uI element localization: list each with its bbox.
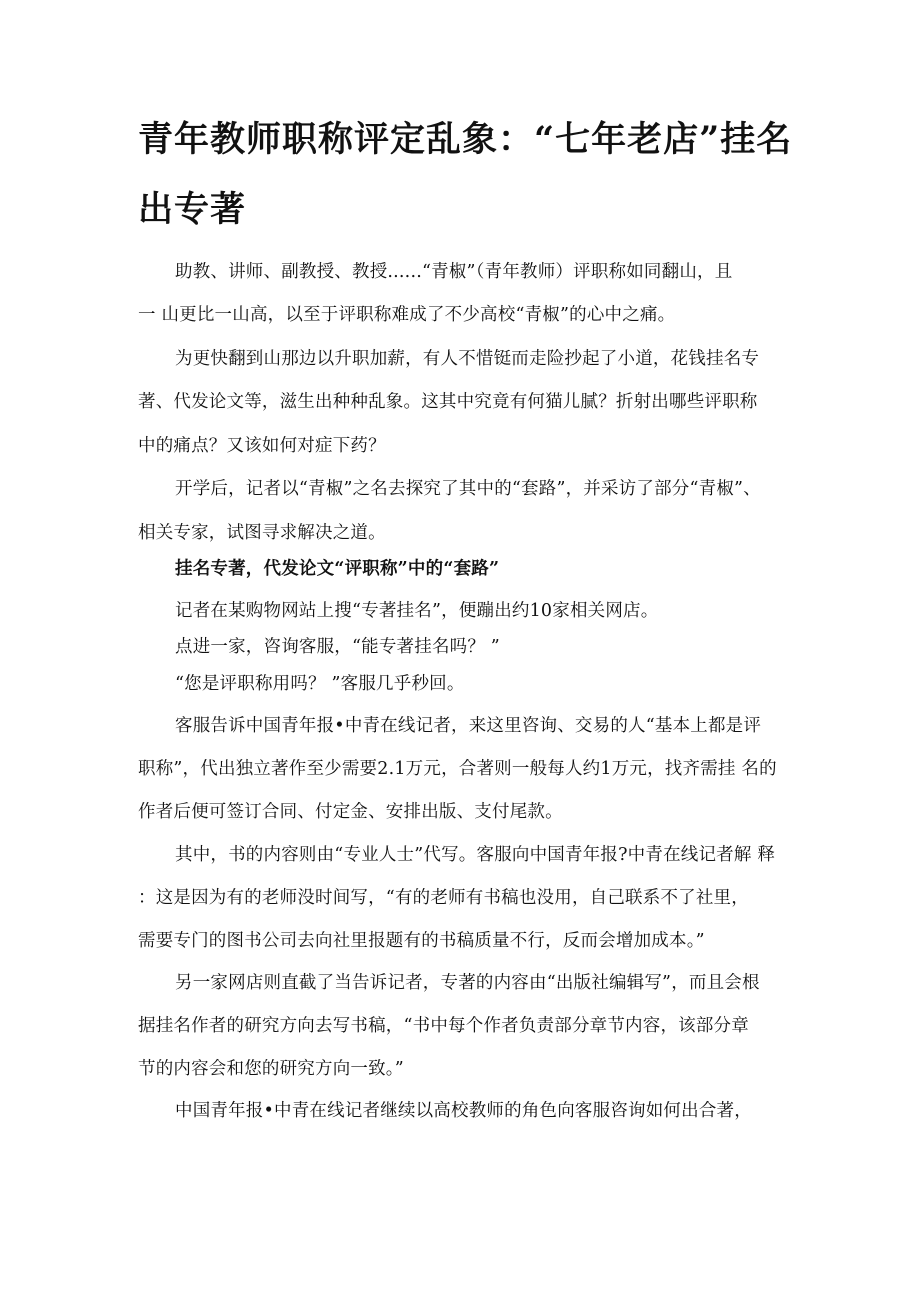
- paragraph-line: 相关专家，试图寻求解决之道。: [138, 523, 386, 543]
- document-title-line-1: 青年教师职称评定乱象：“七年老店”挂名: [138, 119, 793, 160]
- section-heading: 挂名专著，代发论文“评职称”中的“套路”: [175, 559, 500, 579]
- paragraph-line: 客服告诉中国青年报•中青在线记者，来这里咨询、交易的人“基本上都是评: [175, 716, 762, 736]
- paragraph-line: 一 山更比一山高，以至于评职称难成了不少高校“青椒”的心中之痛。: [138, 305, 676, 325]
- paragraph-line: 点进一家，咨询客服，“能专著挂名吗？ ”: [175, 637, 500, 657]
- paragraph-line: 记者在某购物网站上搜“专著挂名”，便蹦出约10家相关网店。: [175, 601, 659, 621]
- paragraph-line: 作者后便可签订合同、付定金、安排出版、支付尾款。: [138, 802, 563, 822]
- paragraph-line: 其中，书的内容则由“专业人士”代写。客服向中国青年报?中青在线记者解 释: [175, 845, 776, 865]
- paragraph-line: ：这是因为有的老师没时间写，“有的老师有书稿也没用，自己联系不了社里，: [138, 888, 749, 908]
- paragraph-line: 为更快翻到山那边以升职加薪，有人不惜铤而走险抄起了小道，花钱挂名专: [175, 349, 760, 369]
- paragraph-line: 需要专门的图书公司去向社里报题有的书稿质量不行，反而会增加成本。”: [138, 931, 705, 951]
- paragraph-line: 中国青年报•中青在线记者继续以高校教师的角色向客服咨询如何出合著，: [175, 1101, 752, 1121]
- paragraph-line: 开学后，记者以“青椒”之名去探究了其中的“套路”，并采访了部分“青椒”、: [175, 479, 761, 499]
- paragraph-line: 另一家网店则直截了当告诉记者，专著的内容由“出版社编辑写”，而且会根: [175, 973, 760, 993]
- paragraph-line: 职称”，代出独立著作至少需要2.1万元，合著则一般每人约1万元，找齐需挂 名的: [138, 759, 777, 779]
- paragraph-line: 助教、讲师、副教授、教授......“青椒”（青年教师）评职称如同翻山，且: [175, 262, 733, 282]
- paragraph-line: 中的痛点？又该如何对症下药？: [138, 436, 386, 456]
- paragraph-line: 据挂名作者的研究方向去写书稿，“书中每个作者负责部分章节内容，该部分章: [138, 1016, 749, 1036]
- paragraph-line: 节的内容会和您的研究方向一致。”: [138, 1059, 404, 1079]
- paragraph-line: “您是评职称用吗？ ”客服几乎秒回。: [175, 674, 465, 694]
- document-title-line-2: 出专著: [138, 189, 247, 230]
- paragraph-line: 著、代发论文等，滋生出种种乱象。这其中究竟有何猫儿腻？折射出哪些评职称: [138, 392, 758, 412]
